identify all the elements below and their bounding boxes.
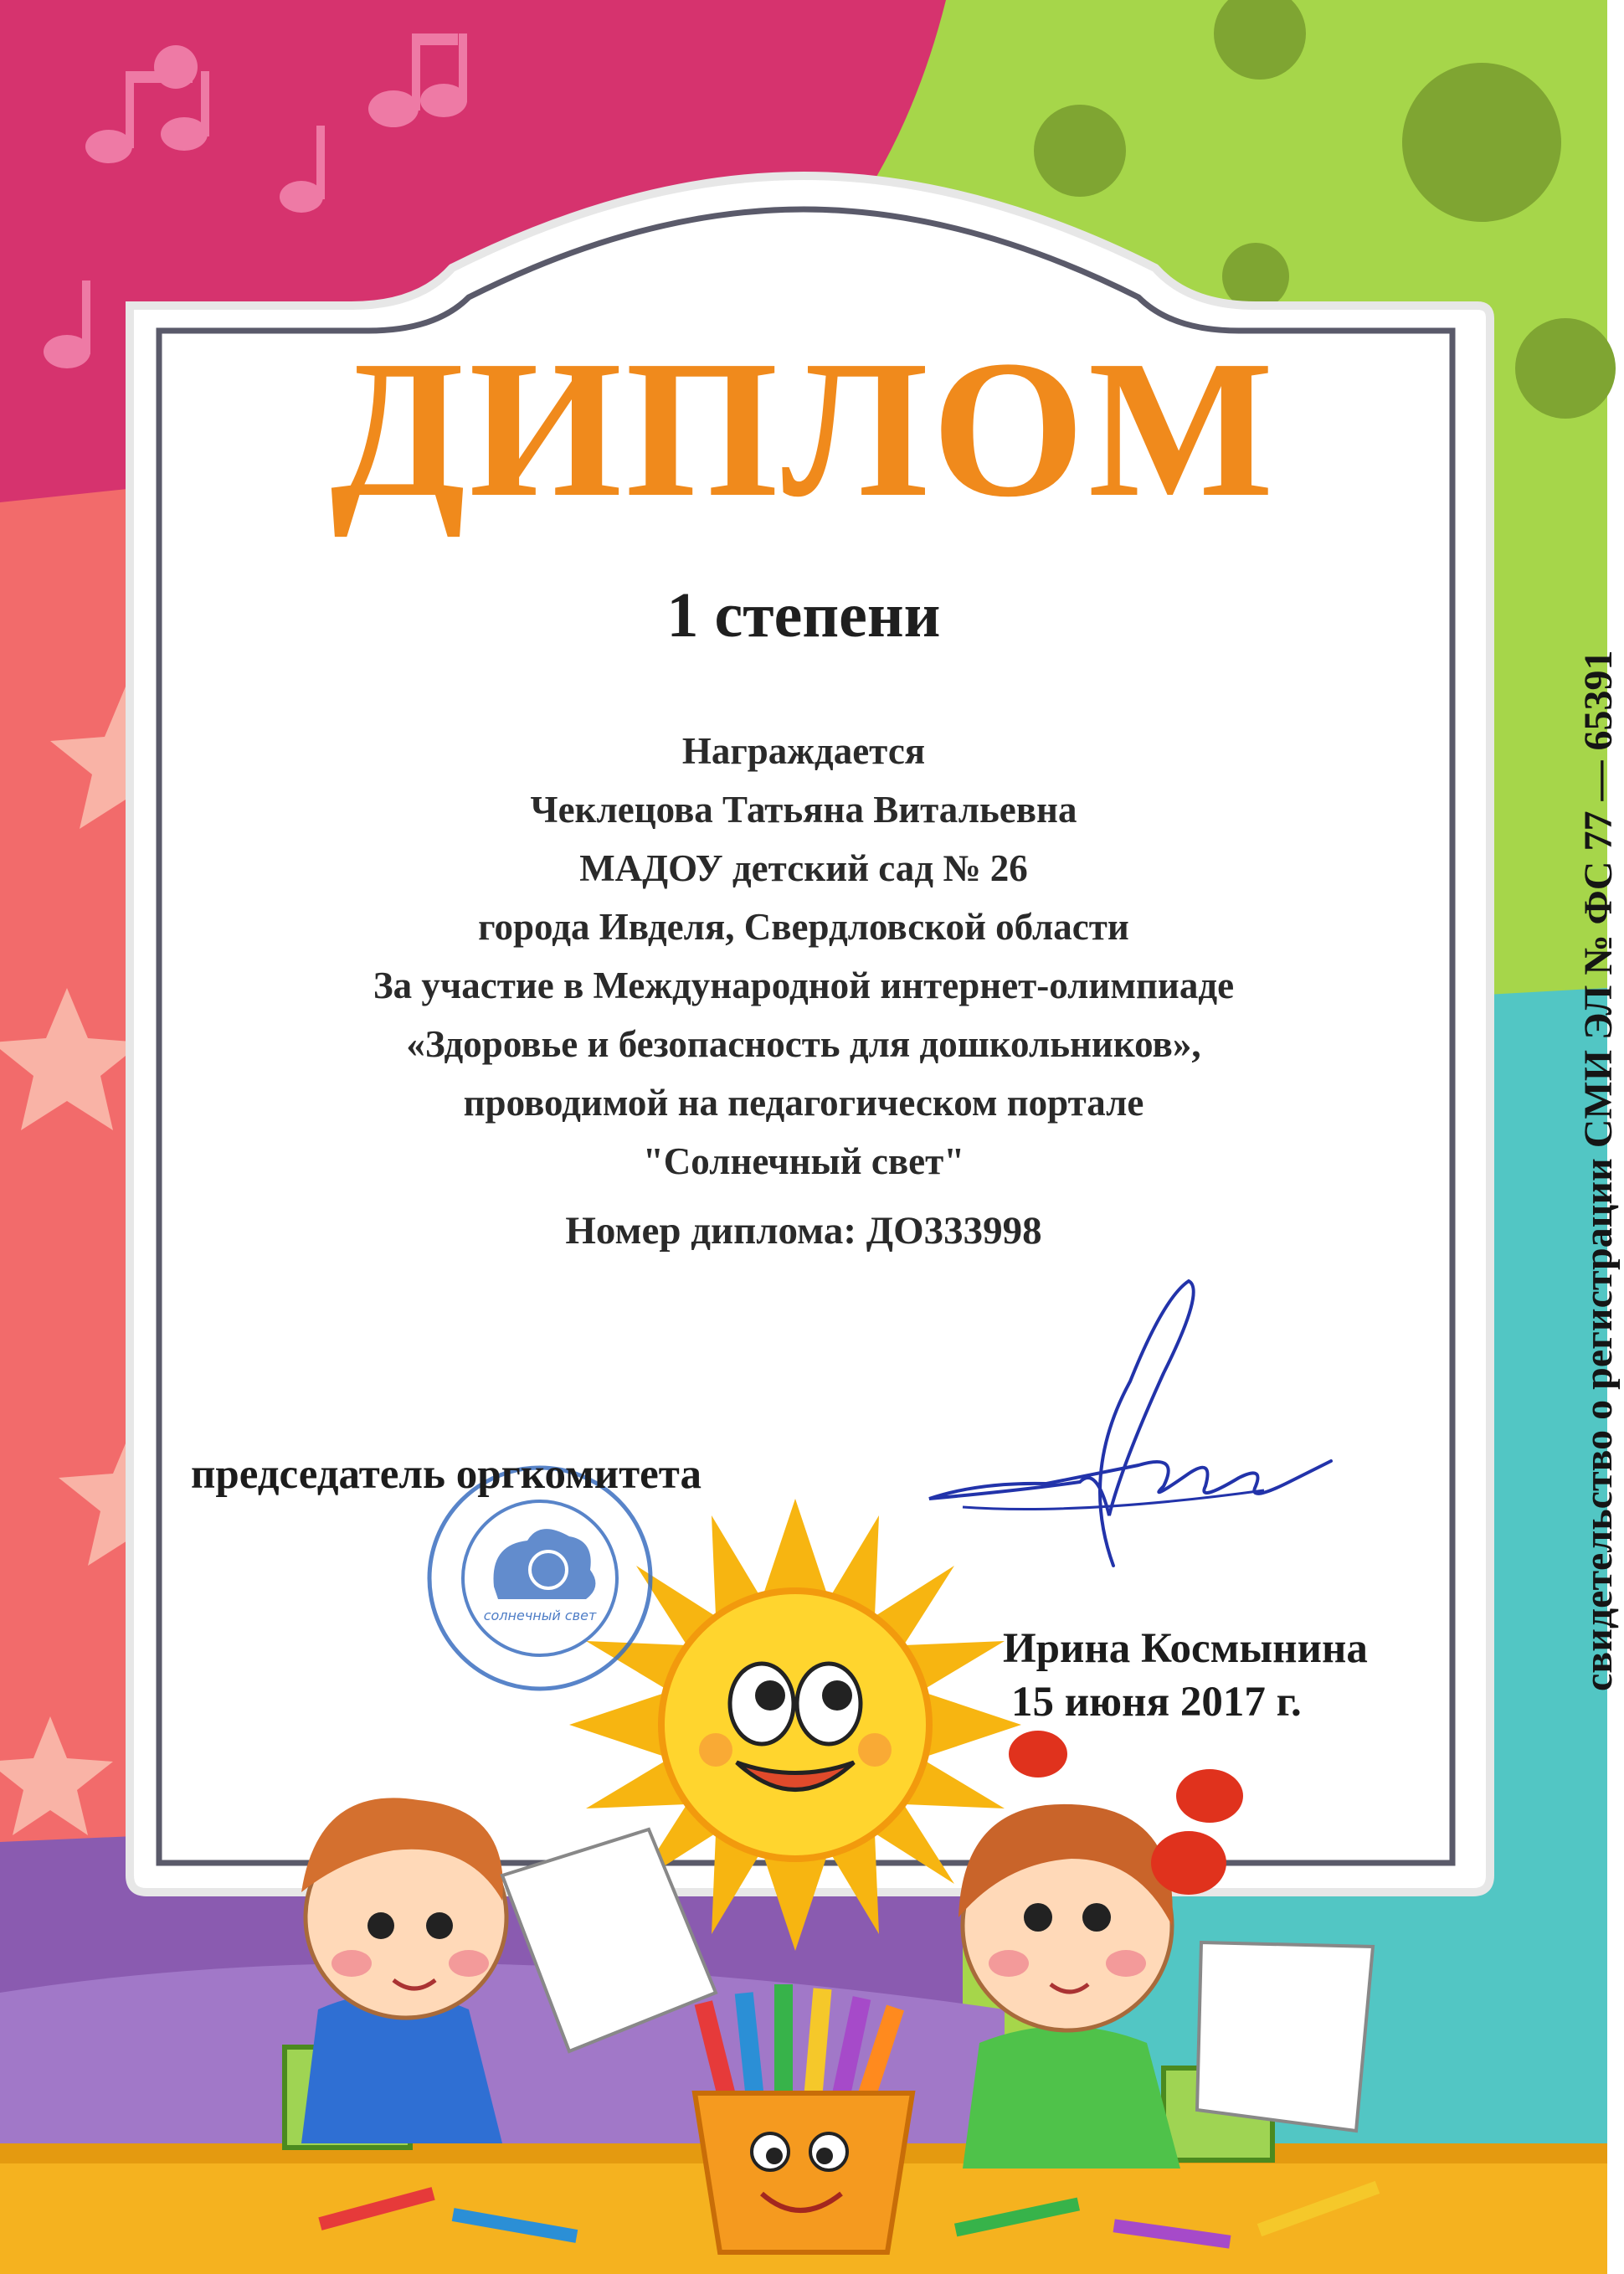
award-line: Награждается <box>681 730 926 772</box>
diploma-number: Номер диплома: ДО333998 <box>565 1209 1042 1253</box>
award-text-block <box>0 722 1607 1191</box>
olympiad-name: «Здоровье и безопасность для дошкольников», <box>406 1023 1201 1065</box>
participation-line: За участие в Международной интернет-олимпиаде <box>373 965 1235 1006</box>
portal-name: "Солнечный свет" <box>642 1140 965 1182</box>
institution: МАДОУ детский сад № 26 <box>579 847 1028 889</box>
diploma-degree: 1 степени <box>666 580 941 651</box>
city-region: города Ивделя, Свердловской области <box>478 906 1129 948</box>
chairman-label: председатель оргкомитета <box>191 1451 702 1498</box>
issue-date: 15 июня 2017 г. <box>1011 1679 1302 1726</box>
diploma-title: ДИПЛОМ <box>330 320 1277 538</box>
signer-name: Ирина Космынина <box>1003 1625 1368 1672</box>
registration-note: свидетельство о регистрации СМИ ЭЛ № ФС 77 — 65391 <box>1576 650 1621 1691</box>
portal-line: проводимой на педагогическом портале <box>463 1082 1144 1124</box>
stamp-logo-text: солнечный свет <box>483 1608 597 1623</box>
signature <box>912 1264 1348 1599</box>
awardee-name: Чеклецова Татьяна Витальевна <box>530 789 1077 831</box>
